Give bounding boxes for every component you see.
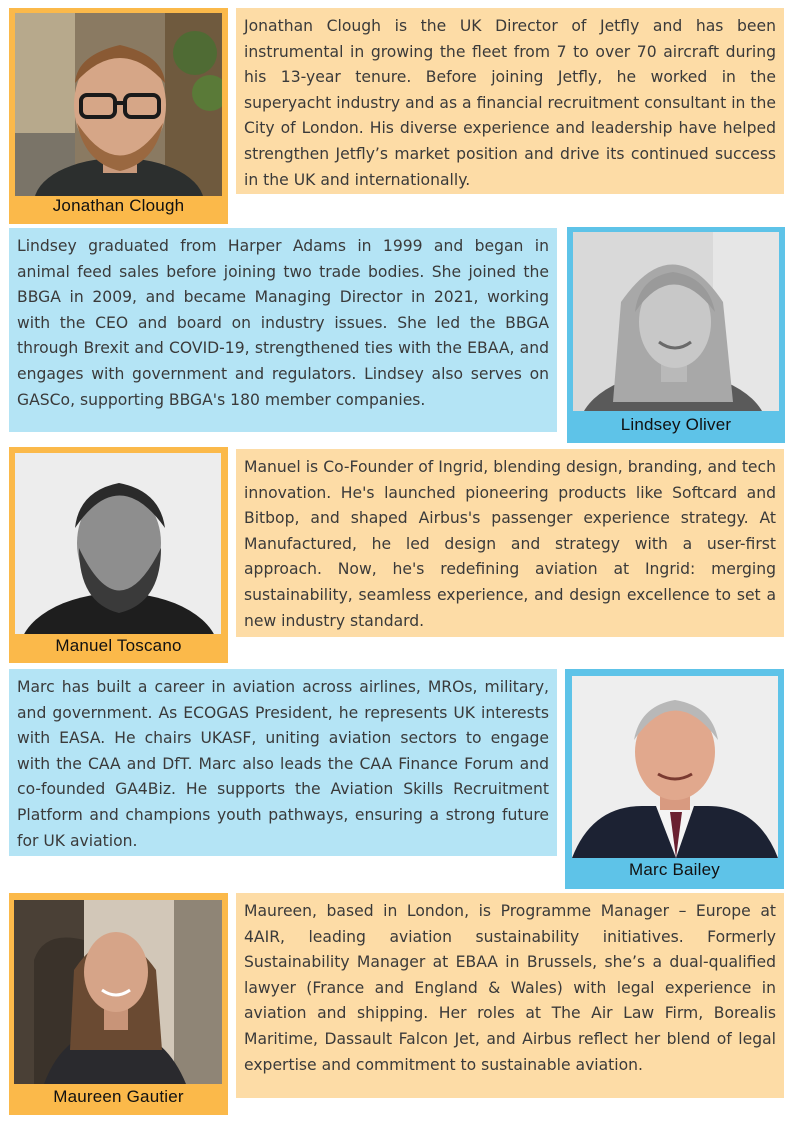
portrait-photo-maureen xyxy=(14,900,222,1084)
profile-photo-frame-maureen xyxy=(9,893,228,1115)
profile-bio: Manuel is Co-Founder of Ingrid, blending design, branding, and tech innovation. He's launched pioneering products like Softcard and Bitbop, and shaped Airbus's passenger experience strategy. At Manufactured, he led design and strategy with a user-first approach. Now, he's redefining aviation at Ingrid: merging sustainability, seamless experience, and design excellence to set a new industry standard. xyxy=(236,449,784,637)
profile-photo-frame-manuel xyxy=(9,447,228,663)
profile-bio: Marc has built a career in aviation across airlines, MROs, military, and government. As ECOGAS President, he represents UK interests with EASA. He chairs UKASF, uniting aviation sectors to engage with the CAA and DfT. Marc also leads the CAA Finance Forum and co-founded GA4Biz. He supports the Aviation Skills Recruitment Platform and champions youth pathways, ensuring a strong future for UK aviation. xyxy=(9,669,557,856)
profile-name: Marc Bailey xyxy=(628,860,720,879)
portrait-photo-jonathan xyxy=(15,13,222,196)
profile-photo-frame-marc xyxy=(565,669,784,889)
profile-bio: Lindsey graduated from Harper Adams in 1999 and began in animal feed sales before joining two trade bodies. She joined the BBGA in 2009, and became Managing Director in 2021, working with the CEO and board on industry issues. She led the BBGA through Brexit and COVID-19, strengthened ties with the EBAA, and engages with government and regulators. Lindsey also serves on GASCo, supporting BBGA's 180 member companies. xyxy=(9,228,557,432)
profile-photo-frame-jonathan xyxy=(9,8,228,224)
portrait-photo-marc xyxy=(572,676,778,858)
profile-name: Jonathan Clough xyxy=(52,196,185,215)
profile-bio: Jonathan Clough is the UK Director of Jetfly and has been instrumental in growing the fleet from 7 to over 70 aircraft during his 13-year tenure. Before joining Jetfly, he worked in the superyacht industry and as a financial recruitment consultant in the City of London. His diverse experience and leadership have helped strengthen Jetfly’s market position and drive its continued success in the UK and internationally. xyxy=(236,8,784,194)
portrait-photo-lindsey xyxy=(573,232,779,411)
profile-photo-frame-lindsey xyxy=(567,227,785,443)
profile-bio: Maureen, based in London, is Programme Manager – Europe at 4AIR, leading aviation sustainability initiatives. Formerly Sustainability Manager at EBAA in Brussels, she’s a dual-qualified lawyer (France and England & Wales) with legal experience in aviation and shipping. Her roles at The Air Law Firm, Borealis Maritime, Dassault Falcon Jet, and Airbus reflect her blend of legal expertise and commitment to sustainable aviation. xyxy=(236,893,784,1098)
profile-name: Lindsey Oliver xyxy=(620,415,732,434)
portrait-photo-manuel xyxy=(15,453,221,634)
profile-name: Maureen Gautier xyxy=(53,1087,184,1106)
profile-name: Manuel Toscano xyxy=(55,636,182,655)
